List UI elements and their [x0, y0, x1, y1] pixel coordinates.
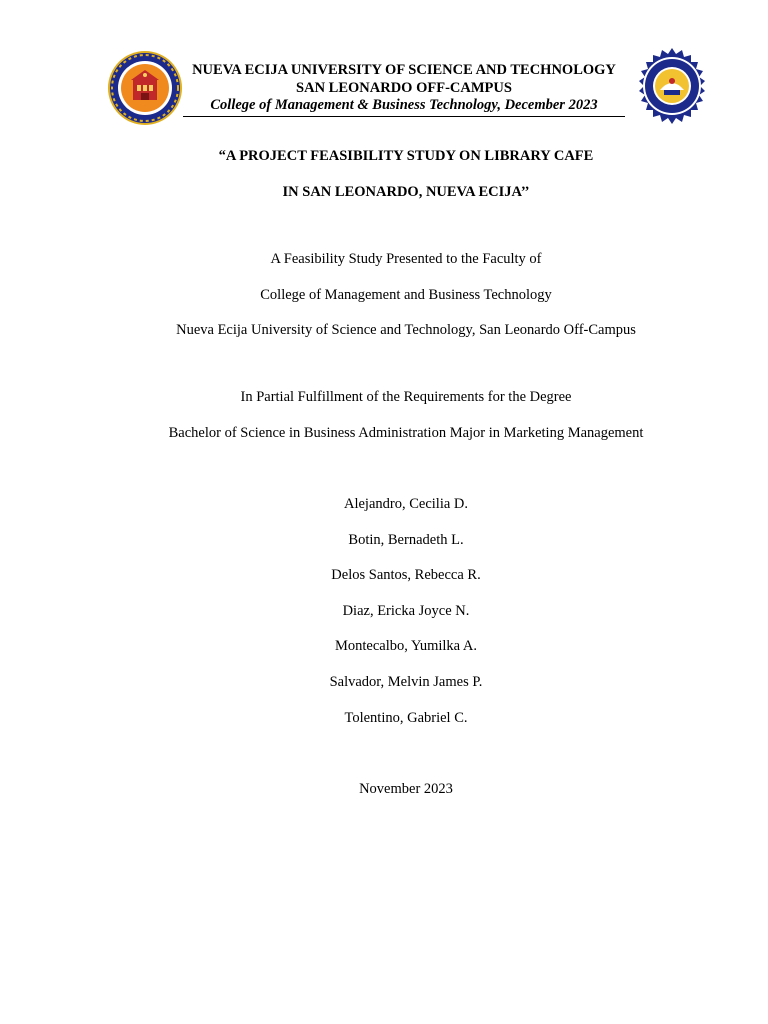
presented-line-1: A Feasibility Study Presented to the Faculty of [270, 251, 542, 267]
author-name: Botin, Bernadeth L. [348, 532, 464, 548]
author-name: Montecalbo, Yumilka A. [334, 638, 478, 654]
author-name: Alejandro, Cecilia D. [343, 496, 468, 512]
author-name: Tolentino, Gabriel C. [344, 710, 468, 726]
fulfillment-line-2: Bachelor of Science in Business Administration Major in Marketing Management [168, 425, 644, 441]
study-title-line-1: “A PROJECT FEASIBILITY STUDY ON LIBRARY CAFE [218, 148, 594, 164]
document-header [183, 62, 625, 117]
author-name: Salvador, Melvin James P. [329, 674, 483, 690]
college-seal-logo-right [634, 48, 710, 124]
author-name: Delos Santos, Rebecca R. [331, 567, 481, 583]
submission-date: November 2023 [359, 781, 453, 797]
fulfillment-line-1: In Partial Fulfillment of the Requirements for the Degree [240, 389, 572, 405]
presented-line-2: College of Management and Business Technology [260, 287, 552, 303]
presented-line-3: Nueva Ecija University of Science and Technology, San Leonardo Off-Campus [176, 322, 636, 338]
university-seal-logo-left [107, 50, 183, 126]
college-seal-icon [634, 48, 710, 124]
campus-name: SAN LEONARDO OFF-CAMPUS [296, 79, 512, 96]
study-title-line-2: IN SAN LEONARDO, NUEVA ECIJA’’ [282, 184, 530, 200]
author-name: Diaz, Ericka Joyce N. [342, 603, 470, 619]
college-line: College of Management & Business Technology, December 2023 [183, 97, 625, 117]
university-seal-icon [107, 50, 183, 126]
university-name: NUEVA ECIJA UNIVERSITY OF SCIENCE AND TECHNOLOGY [192, 62, 616, 78]
